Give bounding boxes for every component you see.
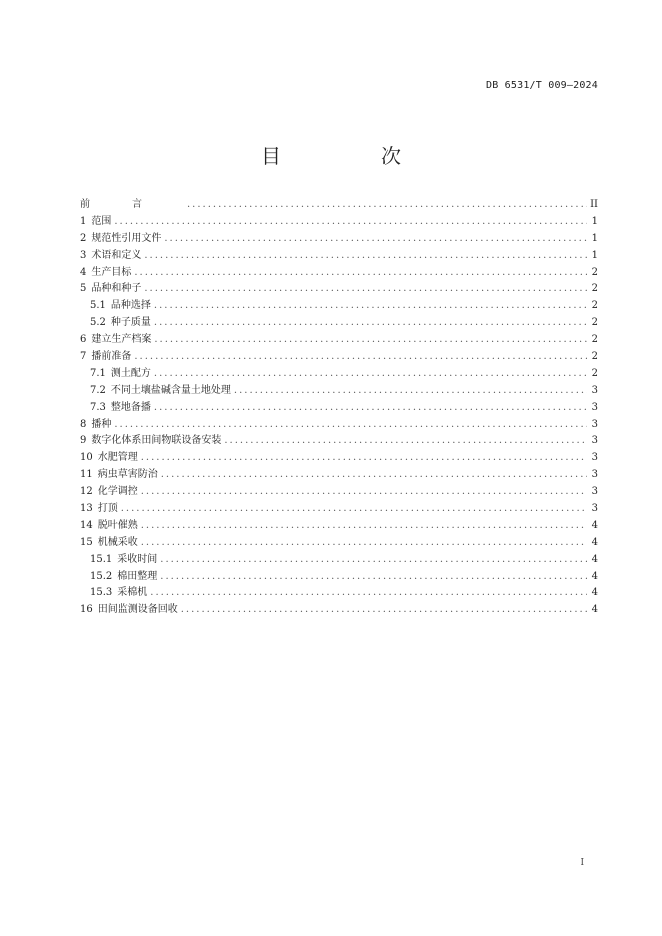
toc-leader-dots bbox=[154, 400, 587, 417]
toc-entry-label: 棉田整理 bbox=[117, 570, 158, 582]
toc-leader-dots bbox=[134, 349, 587, 366]
toc-entry-label: 机械采收 bbox=[97, 536, 138, 548]
toc-entry-number: 9 bbox=[80, 435, 87, 447]
toc-entry-page: 4 bbox=[591, 604, 598, 616]
toc-entry-number: 5.1 bbox=[90, 300, 106, 312]
toc-entry-page: 1 bbox=[591, 232, 598, 244]
toc-entry[interactable] bbox=[80, 248, 598, 265]
toc-entry-page: 4 bbox=[591, 553, 598, 565]
toc-entry[interactable] bbox=[80, 518, 598, 535]
toc-entry-page: 3 bbox=[591, 384, 598, 396]
toc-entry-page: 2 bbox=[591, 351, 598, 363]
toc-entry-page: 4 bbox=[591, 570, 598, 582]
toc-leader-dots bbox=[164, 231, 587, 248]
toc-entry-page: 4 bbox=[591, 587, 598, 599]
toc-entry[interactable] bbox=[80, 197, 598, 214]
toc-entry[interactable] bbox=[80, 433, 598, 450]
toc-entry-label: 品种选择 bbox=[110, 300, 151, 312]
table-of-contents bbox=[80, 197, 598, 619]
toc-leader-dots bbox=[154, 298, 587, 315]
toc-leader-dots bbox=[154, 366, 587, 383]
page-title: 目 次 bbox=[261, 144, 441, 168]
toc-entry-number: 14 bbox=[80, 519, 93, 531]
toc-entry-label: 病虫草害防治 bbox=[97, 469, 158, 481]
toc-entry-page: 3 bbox=[591, 469, 598, 481]
toc-entry-number: 6 bbox=[80, 334, 87, 346]
toc-entry-label: 数字化体系田间物联设备安装 bbox=[91, 435, 222, 447]
document-code: DB 6531/T 009—2024 bbox=[486, 80, 598, 91]
toc-entry-label: 范围 bbox=[91, 215, 112, 227]
toc-entry[interactable] bbox=[80, 467, 598, 484]
toc-entry-label: 测土配方 bbox=[110, 367, 151, 379]
toc-entry-label: 化学调控 bbox=[97, 486, 138, 498]
toc-leader-dots bbox=[114, 417, 587, 434]
toc-entry-page: 1 bbox=[591, 249, 598, 261]
toc-entry-page: 2 bbox=[591, 334, 598, 346]
toc-entry-number: 15 bbox=[80, 536, 93, 548]
toc-entry-number: 7.1 bbox=[90, 367, 106, 379]
toc-entry-page: 2 bbox=[591, 367, 598, 379]
toc-entry-number: 4 bbox=[80, 266, 87, 278]
toc-entry[interactable] bbox=[80, 450, 598, 467]
toc-entry-number: 1 bbox=[80, 215, 87, 227]
toc-leader-dots bbox=[141, 450, 587, 467]
toc-entry[interactable] bbox=[80, 214, 598, 231]
toc-entry[interactable] bbox=[80, 501, 598, 518]
toc-entry-label: 采棉机 bbox=[117, 587, 148, 599]
toc-leader-dots bbox=[121, 501, 587, 518]
toc-entry-number: 15.3 bbox=[90, 587, 113, 599]
toc-entry[interactable] bbox=[80, 400, 598, 417]
toc-entry[interactable] bbox=[80, 417, 598, 434]
toc-leader-dots bbox=[160, 552, 587, 569]
toc-leader-dots bbox=[141, 484, 587, 501]
toc-entry-number: 13 bbox=[80, 503, 93, 515]
toc-entry[interactable] bbox=[80, 332, 598, 349]
toc-entry-page: 4 bbox=[591, 536, 598, 548]
toc-entry-label: 打顶 bbox=[97, 503, 118, 515]
toc-entry-page: 3 bbox=[591, 503, 598, 515]
toc-entry[interactable] bbox=[80, 231, 598, 248]
toc-leader-dots bbox=[141, 518, 587, 535]
toc-entry[interactable] bbox=[80, 569, 598, 586]
toc-entry-label: 生产目标 bbox=[91, 266, 132, 278]
toc-entry-page: 3 bbox=[591, 452, 598, 464]
toc-entry-label: 水肥管理 bbox=[97, 452, 138, 464]
toc-leader-dots bbox=[187, 197, 587, 214]
toc-entry[interactable] bbox=[80, 315, 598, 332]
toc-entry-page: 2 bbox=[591, 300, 598, 312]
toc-entry-page: 4 bbox=[591, 519, 598, 531]
toc-entry-number: 15.2 bbox=[90, 570, 113, 582]
toc-entry-page: 3 bbox=[591, 401, 598, 413]
toc-entry-page: 3 bbox=[591, 435, 598, 447]
toc-entry-number: 12 bbox=[80, 486, 93, 498]
toc-entry-page: 2 bbox=[591, 283, 598, 295]
toc-leader-dots bbox=[224, 433, 587, 450]
toc-leader-dots bbox=[134, 265, 587, 282]
toc-entry-label: 整地备播 bbox=[110, 401, 151, 413]
toc-leader-dots bbox=[150, 585, 587, 602]
toc-entry-number: 7.3 bbox=[90, 401, 106, 413]
toc-entry-number: 2 bbox=[80, 232, 87, 244]
toc-leader-dots bbox=[154, 315, 587, 332]
toc-entry-label: 术语和定义 bbox=[91, 249, 142, 261]
toc-entry-number: 7 bbox=[80, 351, 87, 363]
toc-entry-label: 建立生产档案 bbox=[91, 334, 152, 346]
toc-entry-number: 10 bbox=[80, 452, 93, 464]
toc-entry-page: 1 bbox=[591, 215, 598, 227]
toc-entry[interactable] bbox=[80, 552, 598, 569]
toc-entry-label: 品种和种子 bbox=[91, 283, 142, 295]
toc-entry-number: 11 bbox=[80, 469, 93, 481]
toc-entry[interactable] bbox=[80, 383, 598, 400]
toc-entry-number: 7.2 bbox=[90, 384, 106, 396]
toc-entry-page: 3 bbox=[591, 486, 598, 498]
toc-entry[interactable] bbox=[80, 535, 598, 552]
toc-entry-label: 前言 bbox=[80, 199, 184, 210]
toc-entry-label: 播前准备 bbox=[91, 351, 132, 363]
toc-leader-dots bbox=[141, 535, 587, 552]
toc-entry-number: 3 bbox=[80, 249, 87, 261]
toc-entry-page: 2 bbox=[591, 317, 598, 329]
toc-entry-label: 播种 bbox=[91, 418, 112, 430]
toc-leader-dots bbox=[234, 383, 587, 400]
toc-leader-dots bbox=[154, 332, 587, 349]
toc-entry[interactable] bbox=[80, 602, 598, 619]
toc-leader-dots bbox=[144, 281, 587, 298]
toc-entry-label: 田间监测设备回收 bbox=[97, 604, 178, 616]
toc-entry-label: 脱叶催熟 bbox=[97, 519, 138, 531]
toc-entry-number: 16 bbox=[80, 604, 93, 616]
toc-entry[interactable] bbox=[80, 349, 598, 366]
toc-entry[interactable] bbox=[80, 585, 598, 602]
toc-entry-label: 采收时间 bbox=[117, 553, 158, 565]
toc-leader-dots bbox=[144, 248, 587, 265]
toc-entry-number: 5 bbox=[80, 283, 87, 295]
toc-entry[interactable] bbox=[80, 298, 598, 315]
toc-entry[interactable] bbox=[80, 281, 598, 298]
toc-entry-number: 8 bbox=[80, 418, 87, 430]
toc-entry-label: 规范性引用文件 bbox=[91, 232, 162, 244]
toc-entry[interactable] bbox=[80, 366, 598, 383]
toc-entry-number: 15.1 bbox=[90, 553, 113, 565]
toc-entry-label: 种子质量 bbox=[110, 317, 151, 329]
toc-entry-label: 不同土壤盐碱含量土地处理 bbox=[110, 384, 231, 396]
toc-entry-page: 2 bbox=[591, 266, 598, 278]
page-number: I bbox=[580, 858, 584, 868]
toc-leader-dots bbox=[161, 467, 587, 484]
toc-leader-dots bbox=[181, 602, 587, 619]
toc-entry[interactable] bbox=[80, 484, 598, 501]
toc-entry-number: 5.2 bbox=[90, 317, 106, 329]
toc-entry-page: II bbox=[590, 199, 598, 210]
toc-leader-dots bbox=[114, 214, 587, 231]
toc-entry[interactable] bbox=[80, 265, 598, 282]
toc-entry-page: 3 bbox=[591, 418, 598, 430]
toc-leader-dots bbox=[160, 569, 587, 586]
